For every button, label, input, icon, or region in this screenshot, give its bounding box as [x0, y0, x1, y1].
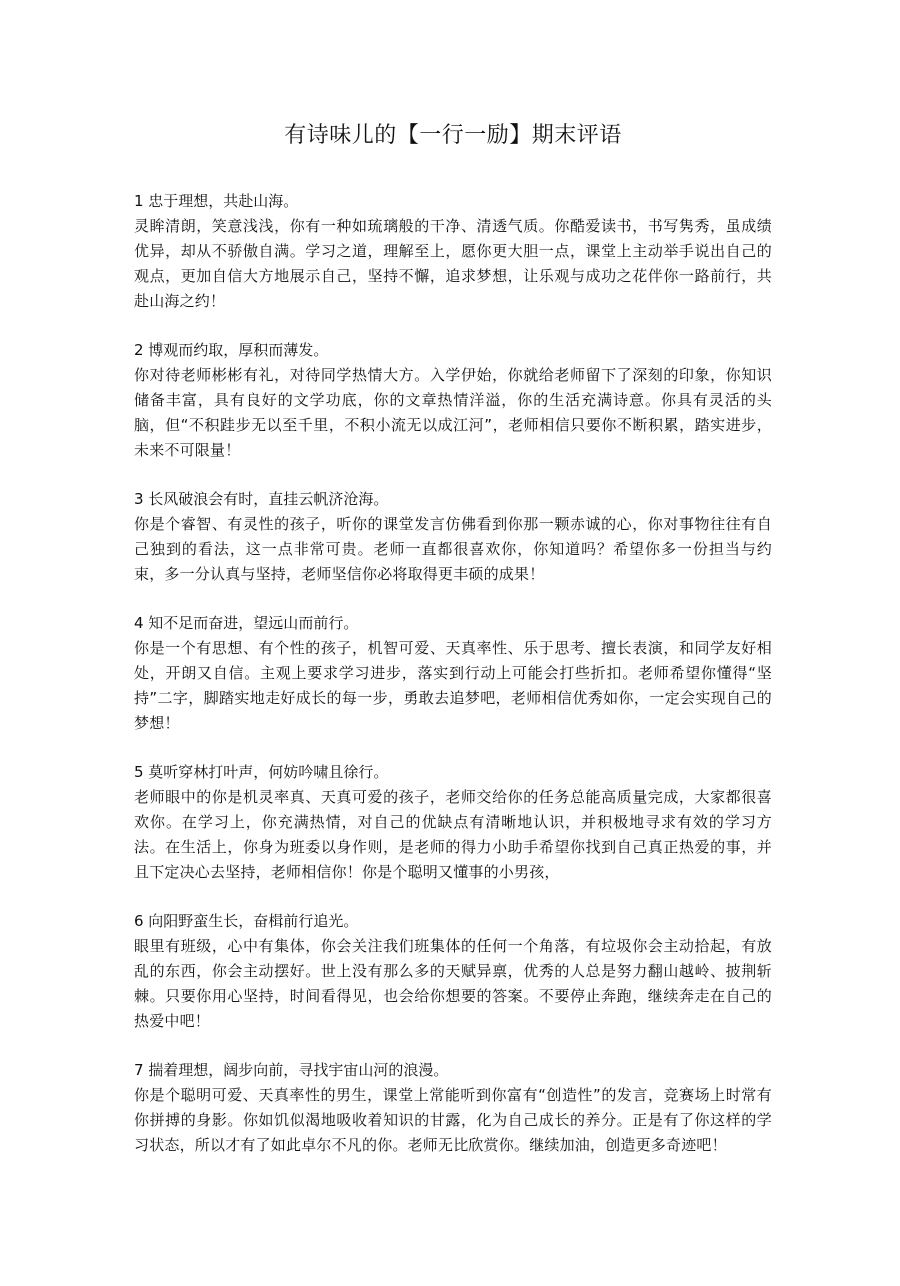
comment-body: 你是个睿智、有灵性的孩子，听你的课堂发言仿佛看到你那一颗赤诚的心，你对事物往往有自己独到的看法，这一点非常可贵。老师一直都很喜欢你，你知道吗？希望你多一份担当与约束，多一分认真与坚持，老师坚信你必将取得更丰硕的成果！	[134, 515, 772, 583]
document-title: 有诗味儿的【一行一励】期末评语	[284, 123, 622, 148]
comment-body: 眼里有班级，心中有集体，你会关注我们班集体的任何一个角落，有垃圾你会主动拾起，有放乱的东西，你会主动摆好。世上没有那么多的天赋异禀，优秀的人总是努力翻山越岭、披荆斩棘。只要你用心坚持，时间看得见，也会给你想要的答案。不要停止奔跑，继续奔走在自己的热爱中吧！	[134, 937, 772, 1030]
comment-body: 老师眼中的你是机灵率真、天真可爱的孩子，老师交给你的任务总能高质量完成，大家都很喜欢你。在学习上，你充满热情，对自己的优缺点有清晰地认识，并积极地寻求有效的学习方法。在生活上，你身为班委以身作则，是老师的得力小助手希望你找到自己真正热爱的事，并且下定决心去坚持，老师相信你！你是个聪明又懂事的小男孩，	[134, 788, 772, 881]
comment-entry-1	[134, 189, 772, 314]
comment-heading: 5 莫听穿林打叶声，何妨吟啸且徐行。	[134, 763, 389, 781]
comment-heading: 2 博观而约取，厚积而薄发。	[134, 341, 329, 359]
comment-entry-2	[134, 338, 772, 463]
comment-entry-6	[134, 909, 772, 1034]
comment-entry-5	[134, 760, 772, 885]
comment-entry-3	[134, 487, 772, 587]
comment-heading: 1 忠于理想，共赴山海。	[134, 192, 299, 210]
comment-heading: 7 揣着理想，阔步向前，寻找宇宙山河的浪漫。	[134, 1061, 449, 1079]
comment-body: 你对待老师彬彬有礼，对待同学热情大方。入学伊始，你就给老师留下了深刻的印象，你知识储备丰富，具有良好的文学功底，你的文章热情洋溢，你的生活充满诗意。你具有灵活的头脑，但“不积跬步无以至千里，不积小流无以成江河”，老师相信只要你不断积累，踏实进步，未来不可限量！	[134, 366, 772, 459]
comment-entry-7	[134, 1058, 772, 1158]
comment-body: 你是一个有思想、有个性的孩子，机智可爱、天真率性、乐于思考、擅长表演，和同学友好相处，开朗又自信。主观上要求学习进步，落实到行动上可能会打些折扣。老师希望你懂得“坚持”二字，脚踏实地走好成长的每一步，勇敢去追梦吧，老师相信优秀如你，一定会实现自己的梦想！	[134, 639, 772, 732]
comment-heading: 3 长风破浪会有时，直挂云帆济沧海。	[134, 490, 389, 508]
comment-body: 你是个聪明可爱、天真率性的男生，课堂上常能听到你富有“创造性”的发言，竞赛场上时常有你拼搏的身影。你如饥似渴地吸收着知识的甘露，化为自己成长的养分。正是有了你这样的学习状态，所以才有了如此卓尔不凡的你。老师无比欣赏你。继续加油，创造更多奇迹吧！	[134, 1086, 772, 1154]
comment-heading: 4 知不足而奋进，望远山而前行。	[134, 614, 359, 632]
comment-body: 灵眸清朗，笑意浅浅，你有一种如琉璃般的干净、清透气质。你酷爱读书，书写隽秀，虽成绩优异，却从不骄傲自满。学习之道，理解至上，愿你更大胆一点，课堂上主动举手说出自己的观点，更加自信大方地展示自己，坚持不懈，追求梦想，让乐观与成功之花伴你一路前行，共赴山海之约！	[134, 217, 772, 310]
comment-heading: 6 向阳野蛮生长，奋楫前行追光。	[134, 912, 359, 930]
comment-entry-4	[134, 611, 772, 736]
